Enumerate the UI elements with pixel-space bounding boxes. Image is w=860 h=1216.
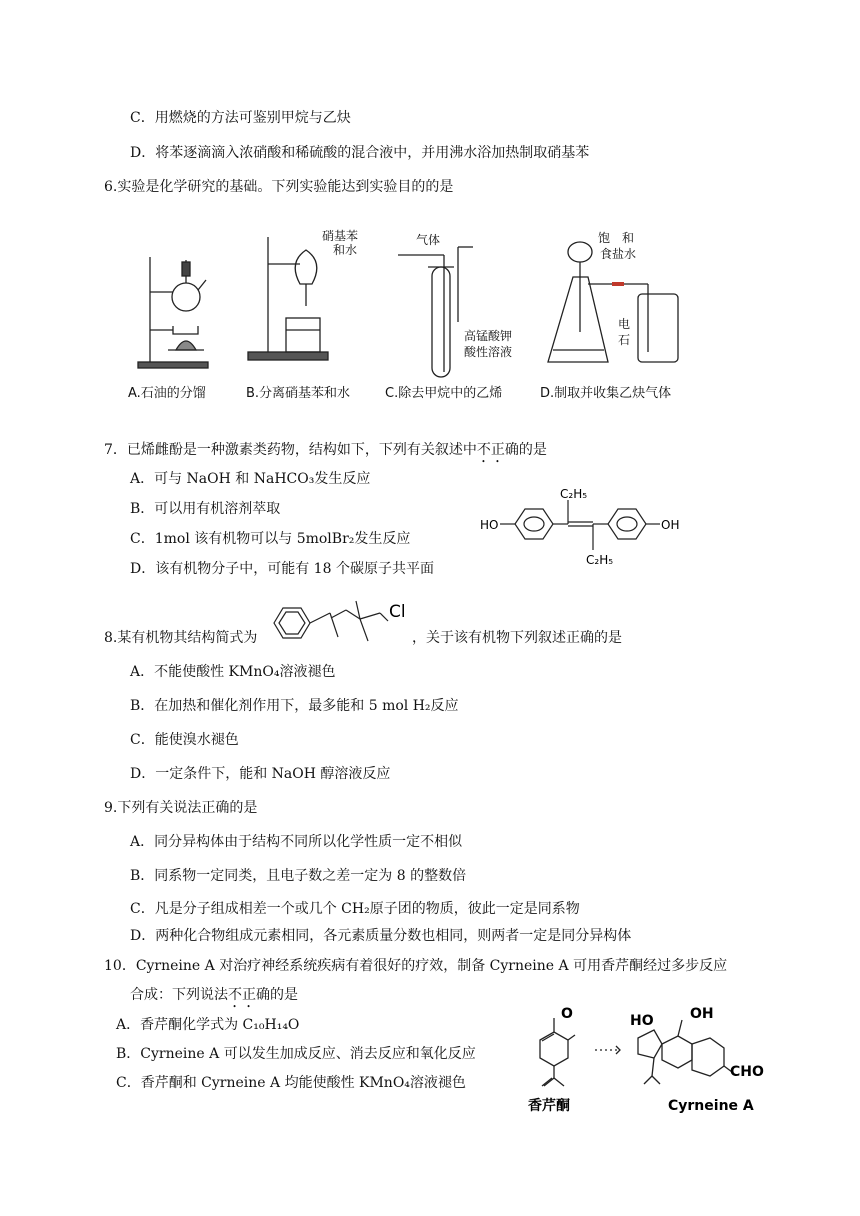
label-brine-1: 饱 和	[598, 231, 635, 245]
q5-option-c: C．用燃烧的方法可鉴别甲烷与乙炔	[130, 110, 351, 126]
label-kmno4-2: 酸性溶液	[464, 345, 513, 359]
q10-stem-line2	[130, 985, 298, 1011]
q8-stem-pre: 8.某有机物其结构简式为	[104, 630, 258, 646]
q8-stem-post: ，关于该有机物下列叙述正确的是	[412, 630, 622, 646]
q7-stem-tail: 确的是	[504, 442, 547, 458]
caption-d: D.制取并收集乙炔气体	[540, 386, 672, 401]
q6-stem: 6.实验是化学研究的基础。下列实验能达到实验目的的是	[104, 179, 454, 195]
caption-b: B.分离硝基苯和水	[246, 386, 351, 401]
q10-cho: CHO	[730, 1064, 764, 1080]
q7-oh: OH	[661, 518, 680, 532]
q7-ho: HO	[480, 518, 499, 532]
label-carbide-1: 电	[618, 317, 631, 331]
caption-a: A.石油的分馏	[128, 386, 206, 401]
q9-option-d: D．两种化合物组成元素相同，各元素质量分数也相同，则两者一定是同分异构体	[130, 928, 632, 944]
q10-stem-tail: 确的是	[256, 987, 298, 1003]
label-brine-2: 食盐水	[600, 247, 637, 261]
q8-structure	[270, 597, 410, 647]
q10-reaction-scheme	[520, 1000, 770, 1118]
q10-cyrneine-name: Cyrneine A	[668, 1098, 754, 1114]
caption-c: C.除去甲烷中的乙烯	[385, 386, 503, 401]
q7-option-c: C．1mol 该有机物可以与 5molBr₂发生反应	[130, 531, 411, 547]
q10-option-a: A．香芹酮化学式为 C₁₀H₁₄O	[116, 1017, 300, 1033]
q6-apparatus-figure	[128, 222, 698, 412]
q7-ethyl-top: C₂H₅	[560, 487, 588, 501]
q9-option-c: C．凡是分子组成相差一个或几个 CH₂原子团的物质，彼此一定是同系物	[130, 901, 580, 917]
q8-option-c: C．能使溴水褪色	[130, 732, 239, 748]
label-kmno4-1: 高锰酸钾	[464, 329, 513, 343]
q7-option-b: B．可以用有机溶剂萃取	[130, 501, 281, 517]
q7-ethyl-bottom: C₂H₅	[586, 553, 614, 567]
q10-stem-text: 合成：下列说法	[130, 987, 228, 1003]
q10-ho: HO	[630, 1013, 654, 1029]
q8-cl: Cl	[389, 602, 406, 622]
q7-stem-text: 7．已烯雌酚是一种激素类药物，结构如下，下列有关叙述中	[104, 442, 477, 458]
q7-option-a: A．可与 NaOH 和 NaHCO₃发生反应	[130, 471, 371, 487]
label-nitrobenzene: 硝基苯	[322, 229, 359, 243]
q10-stem-emphasis: 不正	[228, 987, 256, 1003]
q8-option-d: D．一定条件下，能和 NaOH 醇溶液反应	[130, 766, 391, 782]
q8-option-b: B．在加热和催化剂作用下，最多能和 5 mol H₂反应	[130, 698, 459, 714]
q7-stem-emphasis: 不正	[476, 442, 505, 458]
q9-option-b: B．同系物一定同类，且电子数之差一定为 8 的整数倍	[130, 868, 467, 884]
q10-oh: OH	[690, 1006, 714, 1022]
q7-stem	[104, 440, 547, 466]
q10-option-b: B．Cyrneine A 可以发生加成反应、消去反应和氧化反应	[116, 1046, 476, 1062]
label-carbide-2: 石	[618, 333, 631, 347]
q7-option-d: D．该有机物分子中，可能有 18 个碳原子共平面	[130, 561, 434, 577]
q9-stem: 9.下列有关说法正确的是	[104, 800, 258, 816]
q9-option-a: A．同分异构体由于结构不同所以化学性质一定不相似	[130, 834, 463, 850]
q10-option-c: C．香芹酮和 Cyrneine A 均能使酸性 KMnO₄溶液褪色	[116, 1075, 466, 1091]
q10-carbonyl-o: O	[561, 1006, 573, 1022]
label-gas: 气体	[416, 233, 441, 247]
q5-option-d: D．将苯逐滴滴入浓硝酸和稀硫酸的混合液中，并用沸水浴加热制取硝基苯	[130, 145, 590, 161]
label-water: 和水	[333, 243, 358, 257]
q8-option-a: A．不能使酸性 KMnO₄溶液褪色	[130, 664, 336, 680]
q10-stem-line1: 10．Cyrneine A 对治疗神经系统疾病有着很好的疗效，制备 Cyrneine A 可用香芹酮经过多步反应	[104, 958, 728, 974]
q10-carvone-name: 香芹酮	[528, 1098, 570, 1114]
q7-structure	[478, 484, 693, 568]
